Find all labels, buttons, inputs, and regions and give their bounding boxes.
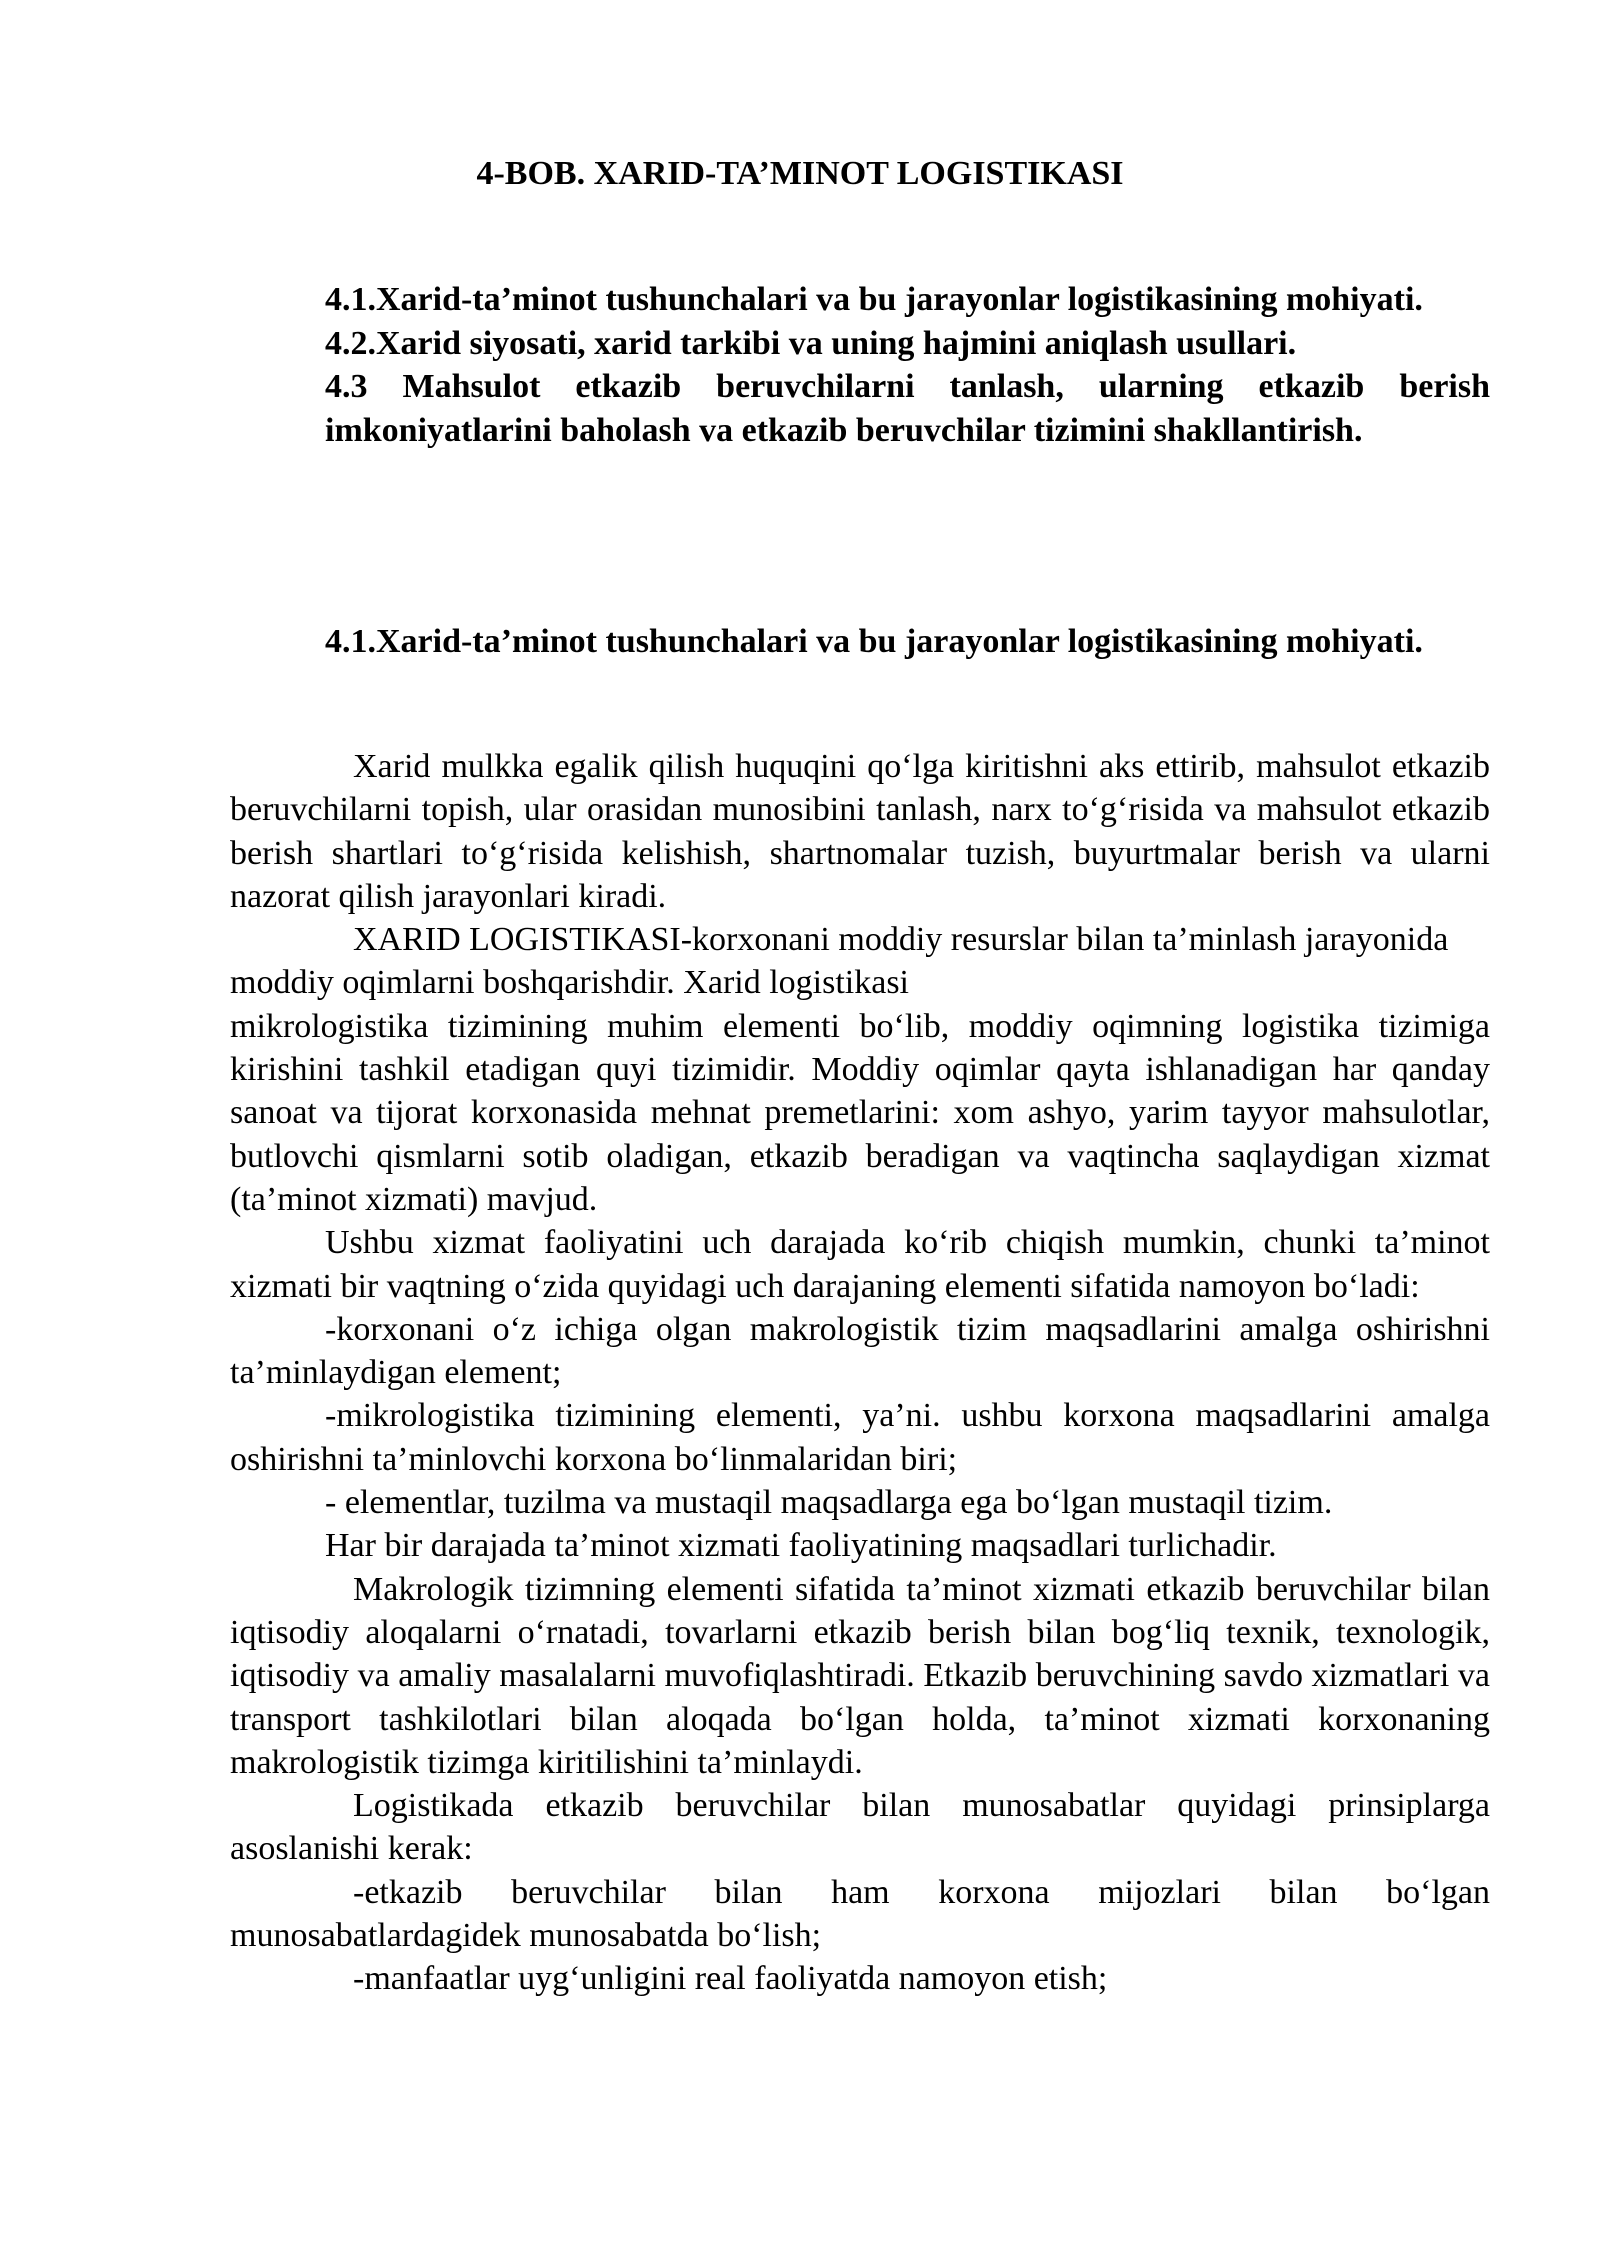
list-item: -korxonani o‘z ichiga olgan makrologistik tizim maqsadlarini amalga oshirishni ta’minlaydigan element;	[230, 1310, 1490, 1392]
paragraph: mikrologistika tizimining muhim elementi bo‘lib, moddiy oqimning logistika tizimiga kirishini tashkil etadigan quyi tizimidir. Moddiy oqimlar qayta ishlanadigan har qanday sanoat va tijorat korxonasida mehnat premetlarini: xom ashyo, yarim tayyor mahsulotlar, butlovchi qismlarni sotib oladigan, etkazib beradigan va vaqtincha saqlaydigan xizmat (ta’minot xizmati) mavjud.	[230, 1007, 1490, 1218]
paragraph: Xarid mulkka egalik qilish huquqini qo‘lga kiritishni aks ettirib, mahsulot etkazib beruvchilarni topish, ular orasidan munosibini tanlash, narx to‘g‘risida va mahsulot etkazib berish shartlari to‘g‘risida kelishish, shartnomalar tuzish, buyurtmalar berish va ularni nazorat qilish jarayonlari kiradi.	[230, 748, 1490, 915]
chapter-outline	[325, 278, 1490, 452]
paragraph: Makrologik tizimning elementi sifatida ta’minot xizmati etkazib beruvchilar bilan iqtisodiy aloqalarni o‘rnatadi, tovarlarni etkazib berish bilan bog‘liq texnik, texnologik, iqtisodiy va amaliy masalalarni muvofiqlashtiradi. Etkazib beruvchining savdo xizmatlari va transport tashkilotlari bilan aloqada bo‘lgan holda, ta’minot xizmati korxonaning makrologistik tizimga kiritilishini ta’minlaydi.	[230, 1570, 1490, 1781]
section-title: 4.1.Xarid-ta’minot tushunchalari va bu jarayonlar logistikasining mohiyati.	[325, 623, 1423, 660]
paragraph: XARID LOGISTIKASI-korxonani moddiy resurslar bilan ta’minlash jarayonida moddiy oqimlarni boshqarishdir. Xarid logistikasi	[230, 921, 1449, 1002]
outline-item: 4.2.Xarid siyosati, xarid tarkibi va uning hajmini aniqlash usullari.	[325, 324, 1297, 362]
list-item: -manfaatlar uyg‘unligini real faoliyatda namoyon etish;	[353, 1960, 1108, 1998]
list-item: -mikrologistika tizimining elementi, ya’ni. ushbu korxona maqsadlarini amalga oshirishni ta’minlovchi korxona bo‘linmalaridan biri;	[230, 1397, 1490, 1478]
paragraph: Har bir darajada ta’minot xizmati faoliyatining maqsadlari turlichadir.	[325, 1527, 1277, 1565]
paragraph: Ushbu xizmat faoliyatini uch darajada ko‘rib chiqish mumkin, chunki ta’minot xizmati bir vaqtning o‘zida quyidagi uch darajaning elementi sifatida namoyon bo‘ladi:	[230, 1224, 1490, 1305]
chapter-title: 4-BOB. XARID-TA’MINOT LOGISTIKASI	[476, 155, 1124, 192]
outline-item: 4.1.Xarid-ta’minot tushunchalari va bu jarayonlar logistikasining mohiyati.	[325, 281, 1423, 318]
body-text	[230, 745, 1490, 2001]
outline-item: 4.3 Mahsulot etkazib beruvchilarni tanlash, ularning etkazib berish imkoniyatlarini baholash va etkazib beruvchilar tizimini shakllantirish.	[325, 368, 1490, 449]
list-item: -etkazib beruvchilar bilan ham korxona mijozlari bilan bo‘lgan munosabatlardagidek munosabatda bo‘lish;	[230, 1873, 1490, 1955]
list-item: - elementlar, tuzilma va mustaqil maqsadlarga ega bo‘lgan mustaqil tizim.	[325, 1484, 1333, 1522]
paragraph: Logistikada etkazib beruvchilar bilan munosabatlar quyidagi prinsiplarga asoslanishi kerak:	[230, 1787, 1490, 1868]
